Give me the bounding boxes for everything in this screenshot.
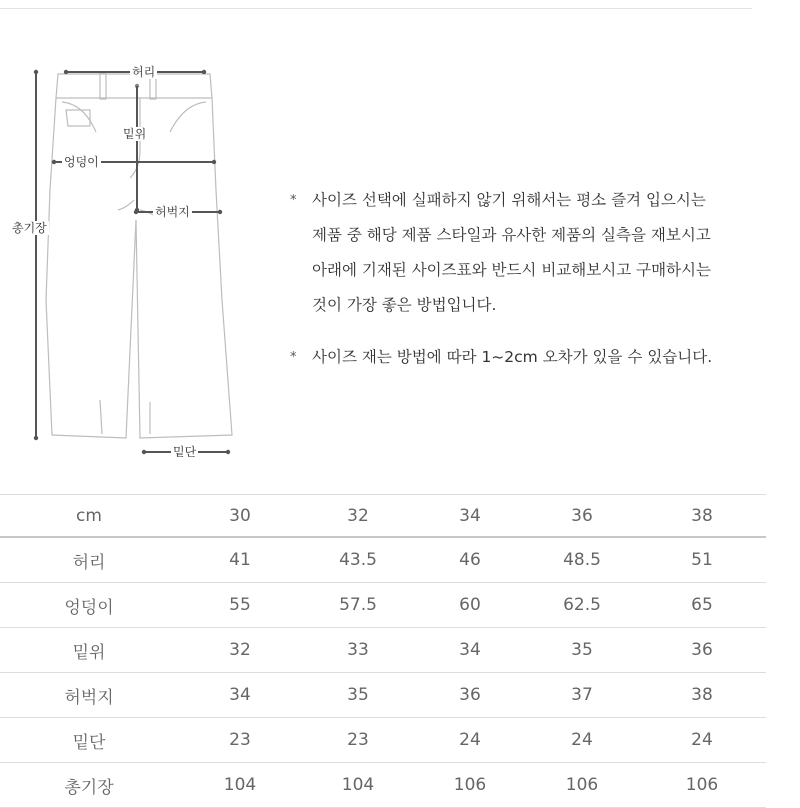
row-label: 밑단 (0, 718, 178, 763)
table-cell: 24 (414, 718, 526, 763)
size-header: 32 (302, 495, 414, 538)
table-cell: 104 (302, 763, 414, 808)
table-cell: 33 (302, 628, 414, 673)
waist-label: 허리 (132, 65, 156, 79)
size-notes (290, 183, 780, 375)
pants-diagram (0, 40, 260, 480)
table-cell: 65 (638, 583, 766, 628)
table-cell: 60 (414, 583, 526, 628)
table-cell: 55 (178, 583, 302, 628)
table-row (0, 763, 766, 808)
size-header: 36 (526, 495, 638, 538)
table-cell: 24 (638, 718, 766, 763)
table-cell: 41 (178, 537, 302, 583)
row-label: 엉덩이 (0, 583, 178, 628)
table-cell: 43.5 (302, 537, 414, 583)
table-cell: 106 (526, 763, 638, 808)
table-cell: 23 (302, 718, 414, 763)
table-cell: 106 (638, 763, 766, 808)
note-item (290, 183, 780, 323)
table-row (0, 718, 766, 763)
total-length-label: 총기장 (12, 221, 47, 235)
table-row (0, 628, 766, 673)
table-cell: 48.5 (526, 537, 638, 583)
table-header-row (0, 495, 766, 538)
table-cell: 23 (178, 718, 302, 763)
hip-label: 엉덩이 (64, 155, 99, 169)
table-cell: 37 (526, 673, 638, 718)
table-cell: 38 (638, 673, 766, 718)
size-header: 38 (638, 495, 766, 538)
asterisk-marker: * (290, 350, 297, 365)
note-line: 것이 가장 좋은 방법입니다. (312, 296, 497, 314)
table-cell: 46 (414, 537, 526, 583)
table-cell: 36 (414, 673, 526, 718)
table-cell: 34 (178, 673, 302, 718)
table-cell: 106 (414, 763, 526, 808)
table-cell: 34 (414, 628, 526, 673)
pants-illustration (0, 40, 260, 480)
note-line: 제품 중 해당 제품 스타일과 유사한 제품의 실측을 재보시고 (312, 226, 711, 244)
table-cell: 62.5 (526, 583, 638, 628)
table-cell: 35 (526, 628, 638, 673)
table-row (0, 537, 766, 583)
table-row (0, 583, 766, 628)
row-label: 허리 (0, 537, 178, 583)
table-cell: 35 (302, 673, 414, 718)
rise-label: 밑위 (123, 127, 147, 141)
table-cell: 36 (638, 628, 766, 673)
row-label: 밑위 (0, 628, 178, 673)
note-line: 사이즈 재는 방법에 따라 1~2cm 오차가 있을 수 있습니다. (312, 348, 713, 366)
size-header: 30 (178, 495, 302, 538)
row-label: 허벅지 (0, 673, 178, 718)
table-cell: 32 (178, 628, 302, 673)
table-cell: 57.5 (302, 583, 414, 628)
table-cell: 51 (638, 537, 766, 583)
top-divider (0, 8, 752, 9)
table-row (0, 673, 766, 718)
size-table (0, 494, 766, 808)
unit-header: cm (0, 495, 178, 538)
thigh-label: 허벅지 (155, 205, 190, 219)
hem-label: 밑단 (173, 445, 197, 459)
table-cell: 24 (526, 718, 638, 763)
table-cell: 104 (178, 763, 302, 808)
size-header: 34 (414, 495, 526, 538)
row-label: 총기장 (0, 763, 178, 808)
note-line: 아래에 기재된 사이즈표와 반드시 비교해보시고 구매하시는 (312, 261, 711, 279)
note-item (290, 340, 780, 375)
asterisk-marker: * (290, 193, 297, 208)
note-line: 사이즈 선택에 실패하지 않기 위해서는 평소 즐겨 입으시는 (312, 191, 706, 209)
